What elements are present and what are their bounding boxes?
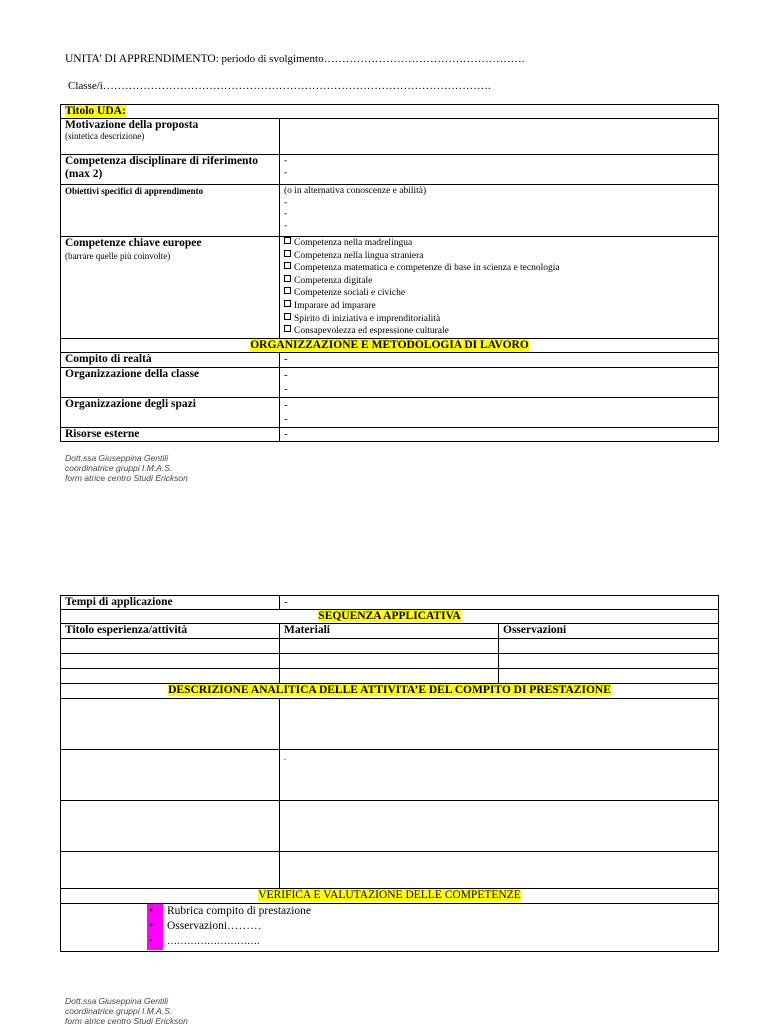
competence-value-2: - xyxy=(284,167,288,178)
bullet-text: ………………………. xyxy=(167,936,260,947)
checkbox-icon[interactable] xyxy=(284,237,291,244)
objectives-value-3: - xyxy=(284,220,288,231)
footer-signature-2 xyxy=(65,996,188,1026)
description-label-cell[interactable] xyxy=(61,750,280,801)
materials-cell[interactable] xyxy=(280,654,499,669)
motivation-label: Motivazione della proposta xyxy=(65,119,199,131)
external-resources-value[interactable]: - xyxy=(280,428,719,442)
class-text: Classe/i……………………………………………………………………………………………. xyxy=(68,80,491,92)
footer-line-3: form atrice centro Studi Erickson xyxy=(65,473,188,483)
competence-value-1: - xyxy=(284,156,288,166)
key-competences-label-cell xyxy=(61,237,280,339)
sequence-header: SEQUENZA APPLICATIVA xyxy=(318,610,461,622)
table-row xyxy=(61,669,719,684)
uda-label: UNITA’ DI APPRENDIMENTO xyxy=(65,53,216,65)
objectives-values[interactable] xyxy=(280,185,719,237)
key-competence-item[interactable]: Imparare ad imparare xyxy=(284,300,714,313)
activity-cell[interactable] xyxy=(61,639,280,654)
organization-header: ORGANIZZAZIONE E METODOLOGIA DI LAVORO xyxy=(250,339,529,351)
description-mark: . xyxy=(284,753,286,762)
period-text: : periodo di svolgimento………………………………………………. xyxy=(215,53,525,65)
competence-values[interactable] xyxy=(280,155,719,185)
competence-label: Competenza disciplinare di riferimento (max 2) xyxy=(61,155,280,185)
list-item[interactable] xyxy=(149,904,311,919)
objectives-value-2: - xyxy=(284,209,288,219)
list-item[interactable] xyxy=(149,934,260,949)
table-row xyxy=(61,801,719,852)
table-row xyxy=(61,852,719,889)
column-observations: Osservazioni xyxy=(499,624,719,639)
footer-signature xyxy=(65,453,188,483)
objectives-value-1: - xyxy=(284,197,288,208)
organization-header-cell xyxy=(61,339,719,353)
key-competence-item[interactable]: Competenza nella lingua straniera xyxy=(284,250,714,263)
key-competence-item[interactable]: Competenza digitale xyxy=(284,275,714,288)
key-competences-label: Competenze chiave europee xyxy=(65,237,202,249)
table-row xyxy=(61,699,719,750)
observations-cell[interactable] xyxy=(499,654,719,669)
objectives-note: (o in alternativa conoscenze e abilità) xyxy=(284,186,427,196)
key-competence-item[interactable]: Competenza nella madrelingua xyxy=(284,237,714,250)
sequence-header-cell xyxy=(61,610,719,624)
footer-line-2: coordinatrice gruppi I.M.A.S. xyxy=(65,1006,173,1016)
activity-cell[interactable] xyxy=(61,669,280,684)
table-row xyxy=(61,654,719,669)
checkbox-icon[interactable] xyxy=(284,250,291,257)
class-organization-label: Organizzazione della classe xyxy=(61,368,280,398)
description-label-cell[interactable] xyxy=(61,801,280,852)
checkbox-icon[interactable] xyxy=(284,275,291,282)
class-organization-values[interactable]: - - xyxy=(280,368,719,398)
uda-table xyxy=(60,104,719,442)
key-competences-sub: (barrare quelle più coinvolte) xyxy=(65,251,171,261)
description-value-cell[interactable] xyxy=(280,852,719,889)
external-resources-label: Risorse esterne xyxy=(61,428,280,442)
materials-cell[interactable] xyxy=(280,639,499,654)
key-competences-list xyxy=(280,237,719,339)
motivation-label-cell xyxy=(61,119,280,155)
motivation-value-cell[interactable] xyxy=(280,119,719,155)
application-time-label: Tempi di applicazione xyxy=(61,596,280,610)
description-value-cell[interactable] xyxy=(280,750,719,801)
verification-header: VERIFICA E VALUTAZIONE DELLE COMPETENZE xyxy=(258,889,521,901)
materials-cell[interactable] xyxy=(280,669,499,684)
list-item[interactable] xyxy=(149,919,262,934)
bullet-text: Osservazioni……… xyxy=(167,920,262,932)
bullet-icon: • xyxy=(149,936,153,947)
sequence-table xyxy=(60,595,719,952)
verification-bullets xyxy=(61,904,718,950)
column-activity-title: Titolo esperienza/attività xyxy=(61,624,280,639)
verification-header-cell xyxy=(61,889,719,904)
observations-cell[interactable] xyxy=(499,639,719,654)
description-value-cell[interactable] xyxy=(280,699,719,750)
key-competence-item[interactable]: Consapevolezza ed espressione culturale xyxy=(284,325,714,338)
description-header-cell xyxy=(61,684,719,699)
class-line xyxy=(68,80,491,92)
table-row xyxy=(61,639,719,654)
spaces-organization-values[interactable]: - - xyxy=(280,398,719,428)
verification-cell xyxy=(61,904,719,952)
footer-line-1: Dott.ssa Giuseppina Gentili xyxy=(65,453,168,463)
checkbox-icon[interactable] xyxy=(284,287,291,294)
bullet-icon: • xyxy=(149,905,154,917)
key-competence-item[interactable]: Competenze sociali e civiche xyxy=(284,287,714,300)
description-label-cell[interactable] xyxy=(61,852,280,889)
application-time-value[interactable]: - xyxy=(280,596,719,610)
bullet-icon: • xyxy=(149,920,154,932)
description-label-cell[interactable] xyxy=(61,699,280,750)
activity-cell[interactable] xyxy=(61,654,280,669)
objectives-label: Obiettivi specifici di apprendimento xyxy=(61,185,280,237)
description-value-cell[interactable] xyxy=(280,801,719,852)
column-materials: Materiali xyxy=(280,624,499,639)
footer-line-3: form atrice centro Studi Erickson xyxy=(65,1016,188,1026)
checkbox-icon[interactable] xyxy=(284,262,291,269)
key-competence-item[interactable]: Spirito di iniziativa e imprenditorialità xyxy=(284,313,714,326)
checkbox-icon[interactable] xyxy=(284,313,291,320)
footer-line-1: Dott.ssa Giuseppina Gentili xyxy=(65,996,168,1006)
checkbox-icon[interactable] xyxy=(284,325,291,332)
reality-task-value[interactable]: - xyxy=(280,353,719,368)
checkbox-icon[interactable] xyxy=(284,300,291,307)
key-competence-item[interactable]: Competenza matematica e competenze di base in scienza e tecnologia xyxy=(284,262,714,275)
footer-line-2: coordinatrice gruppi I.M.A.S. xyxy=(65,463,173,473)
motivation-sub: (sintetica descrizione) xyxy=(65,131,145,141)
uda-title: Titolo UDA: xyxy=(65,105,126,117)
bullet-text: Rubrica compito di prestazione xyxy=(167,905,312,917)
uda-title-cell xyxy=(61,105,719,119)
spaces-organization-label: Organizzazione degli spazi xyxy=(61,398,280,428)
table-row xyxy=(61,750,719,801)
uda-period-line xyxy=(65,53,524,65)
reality-task-label: Compito di realtà xyxy=(61,353,280,368)
description-header: DESCRIZIONE ANALITICA DELLE ATTIVITA’E DEL COMPITO DI PRESTAZIONE xyxy=(168,684,611,696)
observations-cell[interactable] xyxy=(499,669,719,684)
